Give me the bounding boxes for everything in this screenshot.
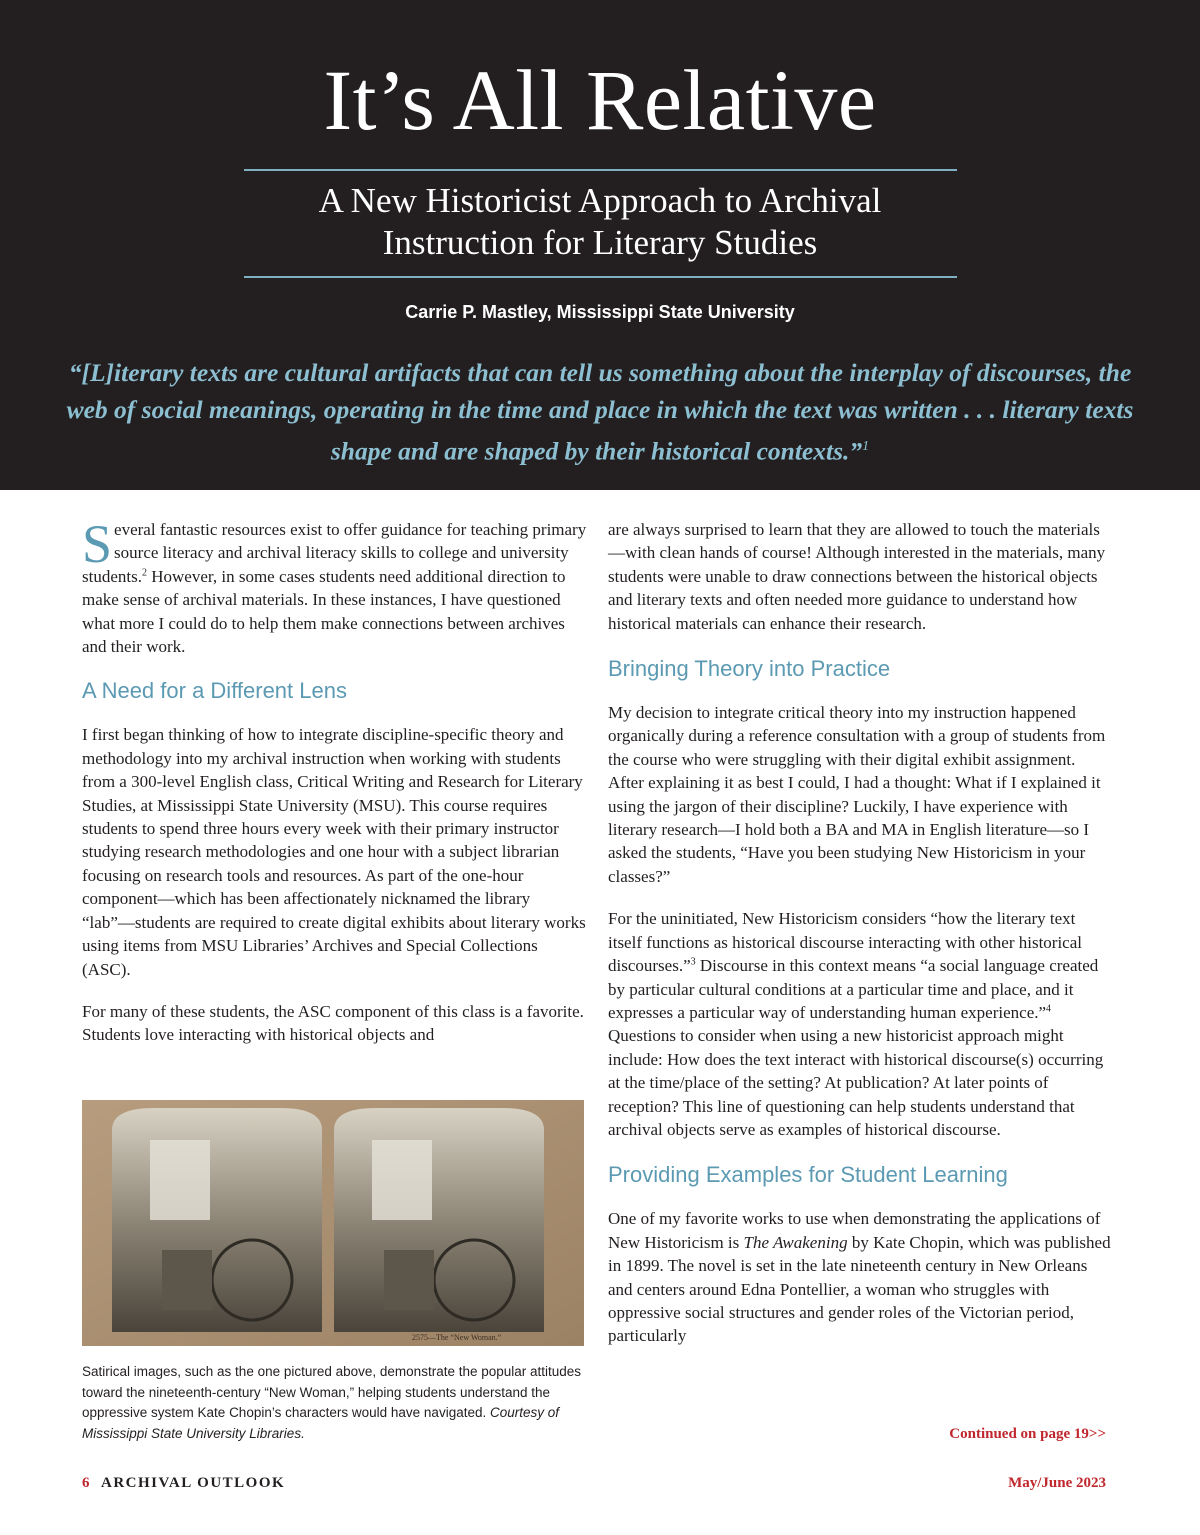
footer-publication (82, 1473, 285, 1493)
footnote-3: 3 (690, 956, 696, 968)
intro-text-b: However, in some cases students need additional direction to make sense of archival materials. In these instances, I have questioned what more I could do to help them make connections between archives and their work. (82, 566, 566, 657)
epigraph-text: “[L]iterary texts are cultural artifacts that can tell us something about the interplay of discourses, the web of social meanings, operating in the time and place in which the text was written . . . literary texts shape and are shaped by their historical contexts.” (66, 358, 1134, 466)
bottom-divider (244, 276, 957, 278)
title-banner (0, 0, 1200, 490)
paragraph-touch: are always surprised to learn that they are allowed to touch the materials—with clean hands of course! Although interested in the materials, many students were unable to draw connections between the historical objects and literary texts and often needed more guidance to understand how historical materials can enhance their research. (608, 520, 1106, 633)
footer-issue: May/June 2023 (1008, 1475, 1106, 1491)
footnote-2: 2 (141, 567, 147, 579)
footnote-4: 4 (1046, 1003, 1052, 1015)
caption-text: Satirical images, such as the one pictured above, demonstrate the popular attitudes toward the nineteenth-century “New Woman,” helping students understand the oppressive system Kate Chopin’s characters would have navigated. (82, 1364, 582, 1420)
awakening-text-a: One of my favorite works to use when demonstrating the applications of New Historicism is (608, 1209, 1101, 1252)
heading-different-lens: A Need for a Different Lens (82, 678, 347, 704)
paragraph-favorite: For many of these students, the ASC component of this class is a favorite. Students love interacting with historical objects and (82, 1001, 584, 1045)
subtitle-line-2: Instruction for Literary Studies (382, 223, 818, 262)
article-title: It’s All Relative (323, 52, 877, 148)
article-subtitle (0, 180, 1200, 264)
paragraph-lens: I first began thinking of how to integrate discipline-specific theory and methodology into my archival instruction when working with students from a 300-level English class, Critical Writing and Research for Literary Studies, at Mississippi State University (MSU). This course requires students to spend three hours every week with their primary instructor studying research methodologies and one hour with a subject librarian focusing on research tools and resources. As part of the one-hour component—which has been affectionately nicknamed the library “lab”—students are required to create digital exhibits about literary works using items from MSU Libraries’ Archives and Special Collections (ASC). (82, 725, 586, 979)
page-number: 6 (82, 1475, 91, 1491)
awakening-text-b: by Kate Chopin, which was published in 1899. The novel is set in the late nineteenth century in New Orleans and centers around Edna Pontellier, a woman who struggles with oppressive social structures and gender roles of the Victorian period, particularly (608, 1232, 1111, 1346)
paragraph-awakening (608, 1207, 1113, 1347)
right-column (608, 518, 1113, 1367)
stereograph-image (82, 1100, 584, 1346)
author-byline: Carrie P. Mastley, Mississippi State University (405, 302, 795, 322)
left-column (82, 514, 587, 1066)
epigraph-quote (60, 354, 1140, 470)
photo-label: 2575—The “New Woman.” (412, 1333, 502, 1342)
caption-credit: Courtesy of Mississippi State University Libraries. (82, 1405, 560, 1441)
intro-paragraph (82, 514, 587, 658)
heading-theory-practice: Bringing Theory into Practice (608, 656, 891, 682)
nh-text-b: Discourse in this context means “a social language created by particular cultural conditions at a particular time and place, and it expresses a particular way of understanding human experience.” (608, 956, 1099, 1022)
stereograph-photo (82, 1100, 584, 1346)
intro-text-a: everal fantastic resources exist to offer guidance for teaching primary source literacy and archival literacy skills to college and university students. (82, 520, 587, 586)
paragraph-decision: My decision to integrate critical theory into my instruction happened organically during a reference consultation with a group of students from the course who were struggling with their digital exhibit assignment. After explaining it as best I could, I had a thought: What if I explained it using the jargon of their discipline? Luckily, I have experience with literary research—I hold both a BA and MA in English literature—so I asked the students, “Have you been studying New Historicism in your classes?” (608, 703, 1106, 886)
top-divider (244, 169, 957, 171)
publication-name: ARCHIVAL OUTLOOK (101, 1475, 286, 1491)
drop-cap: S (82, 514, 113, 574)
book-title: The Awakening (743, 1232, 848, 1252)
heading-examples: Providing Examples for Student Learning (608, 1162, 1008, 1188)
figure-caption (82, 1362, 584, 1444)
subtitle-line-1: A New Historicist Approach to Archival (318, 181, 882, 220)
nh-text-c: Questions to consider when using a new historicist approach might include: How does the text interact with historical discourse(s) occurring at the time/place of the setting? At publication? At later points of reception? This line of questioning can help students understand that archival objects serve as examples of historical discourse. (608, 1026, 1104, 1139)
continued-link[interactable]: Continued on page 19>> (949, 1426, 1106, 1442)
epigraph-footnote: 1 (862, 439, 870, 454)
nh-text-a: For the uninitiated, New Historicism considers “how the literary text itself functions as historical discourse interacting with other historical discourses.” (608, 909, 1082, 976)
paragraph-new-historicism (608, 907, 1113, 1141)
